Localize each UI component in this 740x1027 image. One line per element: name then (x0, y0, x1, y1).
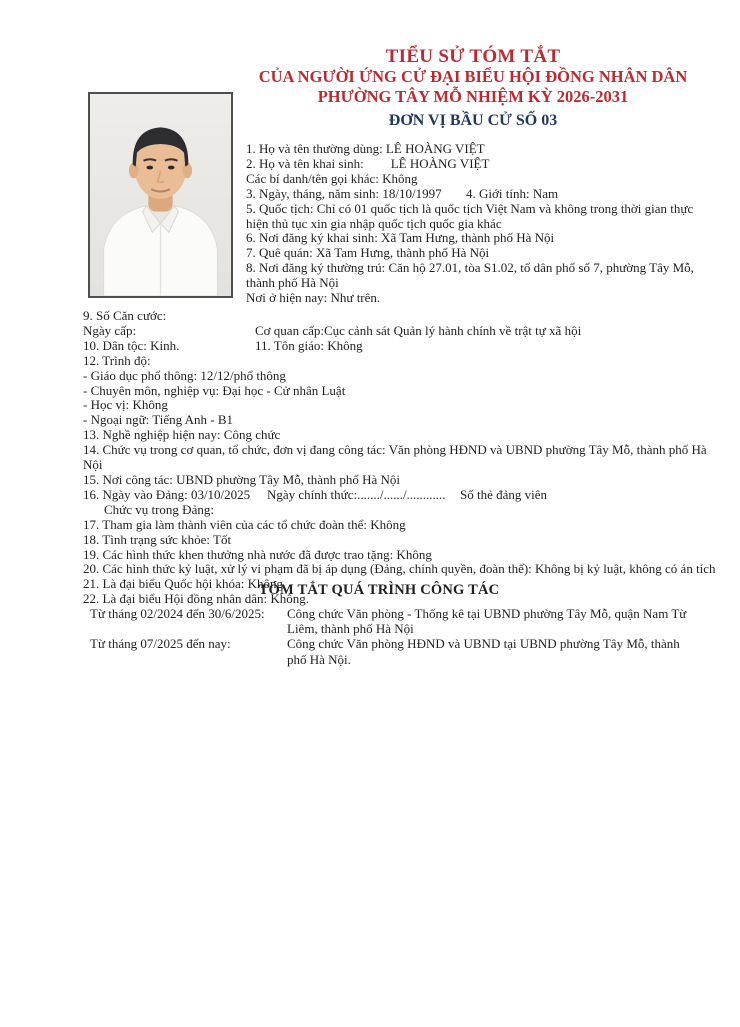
field-party-card-number: Số thẻ đảng viên (460, 486, 548, 502)
career-history-table (90, 606, 690, 667)
career-row (90, 606, 690, 636)
document-subtitle-1: CỦA NGƯỜI ỨNG CỬ ĐẠI BIỂU HỘI ĐỒNG NHÂN DÂN (258, 67, 688, 86)
document-subtitle-2: PHƯỜNG TÂY MỖ NHIỆM KỲ 2026-2031 (317, 86, 629, 106)
field-edu-professional: - Chuyên môn, nghiệp vụ: Đại học - Cử nhân Luật (83, 382, 346, 398)
field-birth-registration: 6. Nơi đăng ký khai sinh: Xã Tam Hưng, thành phố Hà Nội (246, 230, 555, 246)
field-party-position: Chức vụ trong Đảng: (104, 501, 214, 517)
field-organizations: 17. Tham gia làm thành viên của các tổ chức đoàn thể: Không (83, 516, 406, 532)
field-permanent-residence: 8. Nơi đăng ký thường trú: Căn hộ 27.01, tòa S1.02, tổ dân phố số 7, phường Tây Mỗ, thành phố Hà Nội (246, 260, 694, 291)
document-header (245, 46, 701, 130)
field-hometown: 7. Quê quán: Xã Tam Hưng, thành phố Hà Nội (246, 245, 490, 261)
field-ethnicity-religion (83, 339, 725, 354)
field-issue-org: Cơ quan cấp:Cục cảnh sát Quản lý hành chính về trật tự xã hội (255, 322, 582, 338)
field-edu-degree: - Học vị: Không (83, 397, 168, 413)
field-party-join-date: 16. Ngày vào Đảng: 03/10/2025 (83, 486, 251, 502)
field-health: 18. Tình trạng sức khỏe: Tốt (83, 531, 232, 547)
field-common-name: 1. Họ và tên thường dùng: LÊ HOÀNG VIỆT (246, 141, 485, 156)
personal-info-right-column (246, 142, 704, 306)
field-edu-general: - Giáo dục phổ thông: 12/12/phổ thông (83, 367, 286, 383)
career-row (90, 636, 690, 666)
field-birth-name-label: 2. Họ và tên khai sinh: (246, 155, 364, 171)
field-aliases: Các bí danh/tên gọi khác: Không (246, 170, 418, 186)
field-edu-language: - Ngoại ngữ: Tiếng Anh - B1 (83, 412, 234, 428)
field-dob: 3. Ngày, tháng, năm sinh: 18/10/1997 (246, 185, 442, 201)
career-description: Công chức Văn phòng - Thống kê tại UBND phường Tây Mỗ, quận Nam Từ Liêm, thành phố Hà Nội (287, 606, 687, 637)
field-peoples-council: 22. Là đại biểu Hội đồng nhân dân: Không. (83, 591, 310, 607)
election-unit-title: ĐƠN VỊ BẦU CỬ SỐ 03 (388, 112, 558, 129)
field-party-official-date: Ngày chính thức:......./....../............ (267, 486, 446, 502)
field-birth-name-value: LÊ HOÀNG VIỆT (390, 155, 490, 171)
field-nationality: 5. Quốc tịch: Chỉ có 01 quốc tịch là quốc tịch Việt Nam và không trong thời gian thực hiện thủ tục xin gia nhập quốc tịch quốc gia khác (246, 200, 694, 231)
field-id-number: 9. Số Căn cước: (83, 308, 167, 323)
field-ethnicity: 10. Dân tộc: Kinh. (83, 337, 180, 353)
field-current-residence: Nơi ở hiện nay: Như trên. (246, 290, 381, 306)
field-workplace: 15. Nơi công tác: UBND phường Tây Mỗ, thành phố Hà Nội (83, 471, 400, 487)
career-period: Từ tháng 02/2024 đến 30/6/2025: (90, 606, 265, 621)
career-period: Từ tháng 07/2025 đến nay: (90, 636, 231, 652)
field-dob-gender (246, 187, 704, 202)
field-education-label: 12. Trình độ: (83, 352, 151, 368)
field-id-issue (83, 324, 725, 339)
field-awards: 19. Các hình thức khen thưởng nhà nước đã được trao tặng: Không (83, 546, 432, 562)
field-position: 14. Chức vụ trong cơ quan, tổ chức, đơn vị đang công tác: Văn phòng HĐND và UBND phường Tây Mỗ, thành phố Hà Nội (83, 442, 707, 473)
career-section-title: TÓM TẮT QUÁ TRÌNH CÔNG TÁC (258, 582, 500, 598)
field-national-assembly: 21. Là đại biểu Quốc hội khóa: Không (83, 576, 284, 592)
field-birth-name (246, 157, 704, 172)
field-religion: 11. Tôn giáo: Không (255, 337, 363, 353)
document-title: TIỂU SỬ TÓM TẮT (385, 46, 561, 67)
field-party-dates (83, 488, 725, 503)
candidate-photo (88, 92, 233, 298)
portrait-illustration (90, 94, 231, 296)
field-occupation: 13. Nghề nghiệp hiện nay: Công chức (83, 427, 281, 443)
field-issue-date: Ngày cấp: (83, 322, 137, 338)
personal-info-main-column (83, 309, 725, 607)
career-description: Công chức Văn phòng HĐND và UBND tại UBND phường Tây Mỗ, thành phố Hà Nội. (287, 636, 680, 667)
field-discipline: 20. Các hình thức kỷ luật, xử lý vi phạm đã bị áp dụng (Đảng, chính quyền, đoàn thể): Không bị kỷ luật, không có án tích (83, 561, 716, 577)
field-gender: 4. Giới tính: Nam (466, 185, 559, 201)
